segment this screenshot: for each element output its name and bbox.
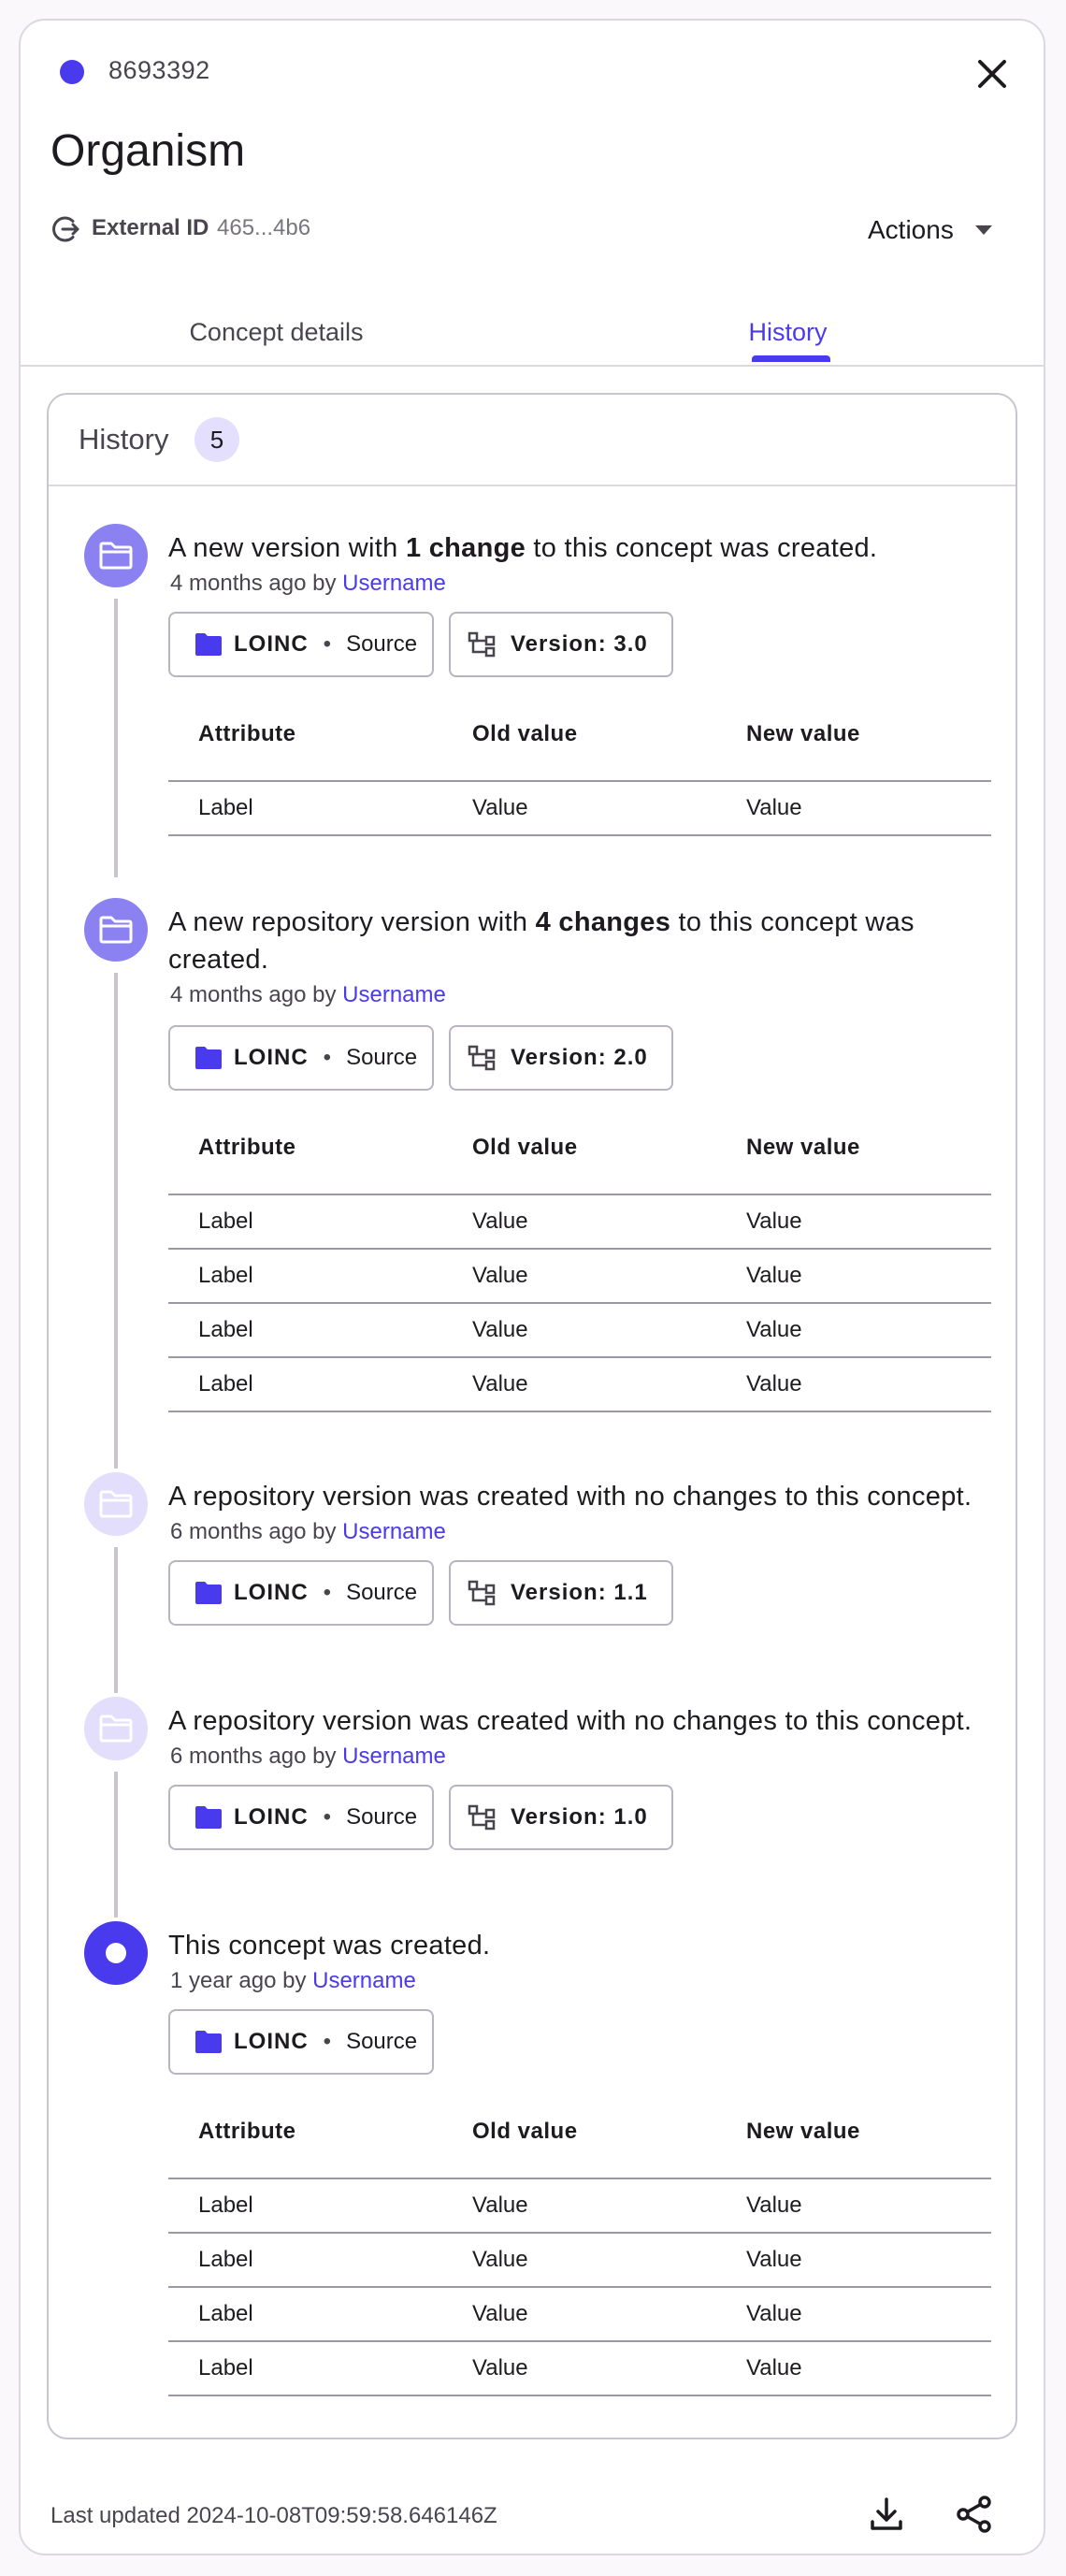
entry-folder-dot bbox=[84, 898, 148, 962]
source-chip[interactable]: LOINC • Source bbox=[168, 1025, 434, 1091]
entry-message: A repository version was created with no changes to this concept. bbox=[168, 1706, 972, 1736]
user-link[interactable]: Username bbox=[342, 1744, 446, 1769]
changes-table: Attribute Old value New value Label Value Value bbox=[168, 688, 991, 836]
download-icon bbox=[866, 2494, 907, 2535]
table-row: Label Value Value bbox=[168, 2341, 991, 2395]
timeline-line bbox=[114, 1547, 118, 1693]
folder-icon bbox=[194, 632, 223, 657]
entry-meta: 6 months ago by Username bbox=[170, 1519, 446, 1544]
user-link[interactable]: Username bbox=[342, 982, 446, 1007]
active-tab-indicator bbox=[752, 355, 830, 362]
entry-folder-dot bbox=[84, 524, 148, 587]
version-tree-icon bbox=[468, 1804, 496, 1831]
source-chip[interactable]: LOINC • Source bbox=[168, 1785, 434, 1850]
external-id-label: External ID bbox=[92, 215, 209, 240]
table-row: Label Value Value bbox=[168, 1357, 991, 1411]
share-icon bbox=[954, 2494, 995, 2535]
tab-concept-details[interactable] bbox=[21, 297, 532, 365]
history-count-badge: 5 bbox=[194, 417, 239, 462]
table-row: Label Value Value bbox=[168, 2287, 991, 2341]
share-button[interactable] bbox=[954, 2494, 995, 2535]
actions-label: Actions bbox=[868, 215, 954, 244]
folder-icon bbox=[98, 1489, 134, 1519]
entry-meta: 4 months ago by Username bbox=[170, 982, 446, 1007]
table-row: Label Value Value bbox=[168, 1249, 991, 1303]
folder-icon bbox=[194, 1581, 223, 1605]
created-dot-icon bbox=[104, 1941, 128, 1965]
concept-history-card bbox=[19, 19, 1045, 2555]
caret-down-icon bbox=[974, 224, 993, 236]
timeline-line bbox=[114, 973, 118, 1469]
folder-icon bbox=[194, 1046, 223, 1070]
changes-table: Attribute Old value New value Label Value Value Label Value Value Label Value Value Label Value Value bbox=[168, 1102, 991, 1412]
entry-meta: 6 months ago by Username bbox=[170, 1744, 446, 1769]
entry-message: A new version with 1 change to this concept was created. bbox=[168, 533, 878, 563]
folder-icon bbox=[98, 541, 134, 571]
tab-bar bbox=[21, 297, 1044, 367]
tab-history-label: History bbox=[748, 318, 828, 346]
history-panel-header bbox=[49, 395, 1016, 486]
concept-id: 8693392 bbox=[108, 56, 210, 84]
version-tree-icon bbox=[468, 1580, 496, 1606]
user-link[interactable]: Username bbox=[342, 1519, 446, 1544]
folder-icon bbox=[98, 1714, 134, 1744]
actions-menu-button[interactable] bbox=[868, 211, 993, 249]
concept-header bbox=[21, 21, 1044, 365]
table-row: Label Value Value bbox=[168, 1194, 991, 1249]
table-row: Label Value Value bbox=[168, 2233, 991, 2287]
source-chip[interactable]: LOINC • Source bbox=[168, 612, 434, 677]
version-tree-icon bbox=[468, 1045, 496, 1071]
source-chip[interactable]: LOINC • Source bbox=[168, 2009, 434, 2075]
close-icon bbox=[972, 54, 1012, 94]
timeline-line bbox=[114, 599, 118, 877]
version-tree-icon bbox=[468, 631, 496, 658]
folder-icon bbox=[194, 2030, 223, 2054]
timeline-line bbox=[114, 1772, 118, 1918]
entry-message: This concept was created. bbox=[168, 1931, 491, 1961]
tab-concept-details-label: Concept details bbox=[189, 318, 364, 346]
entry-folder-dot bbox=[84, 1472, 148, 1536]
table-row: Label Value Value bbox=[168, 781, 991, 835]
table-row: Label Value Value bbox=[168, 2178, 991, 2233]
download-button[interactable] bbox=[866, 2494, 907, 2535]
status-dot-icon bbox=[60, 60, 84, 84]
page-title: Organism bbox=[50, 126, 246, 176]
source-chip[interactable]: LOINC • Source bbox=[168, 1560, 434, 1626]
version-chip[interactable]: Version: 1.1 bbox=[449, 1560, 673, 1626]
changes-table: Attribute Old value New value Label Value Value Label Value Value Label Value Value Label Value Value bbox=[168, 2086, 991, 2396]
external-id-icon bbox=[50, 213, 82, 245]
entry-meta: 1 year ago by Username bbox=[170, 1968, 416, 1993]
close-button[interactable] bbox=[972, 54, 1012, 94]
entry-message: A new repository version with 4 changes to this concept was created. bbox=[168, 907, 915, 975]
history-title: History bbox=[79, 423, 169, 456]
last-updated-text: Last updated 2024-10-08T09:59:58.646146Z bbox=[50, 2503, 497, 2528]
user-link[interactable]: Username bbox=[312, 1968, 416, 1993]
version-chip[interactable]: Version: 1.0 bbox=[449, 1785, 673, 1850]
table-row: Label Value Value bbox=[168, 1303, 991, 1357]
entry-folder-dot bbox=[84, 1697, 148, 1760]
history-panel bbox=[47, 393, 1017, 2439]
version-chip[interactable]: Version: 3.0 bbox=[449, 612, 673, 677]
entry-created-dot bbox=[84, 1921, 148, 1985]
folder-icon bbox=[98, 915, 134, 945]
entry-meta: 4 months ago by Username bbox=[170, 571, 446, 596]
user-link[interactable]: Username bbox=[342, 571, 446, 596]
external-id-value: 465...4b6 bbox=[217, 215, 311, 240]
folder-icon bbox=[194, 1805, 223, 1830]
version-chip[interactable]: Version: 2.0 bbox=[449, 1025, 673, 1091]
entry-message: A repository version was created with no changes to this concept. bbox=[168, 1482, 972, 1512]
